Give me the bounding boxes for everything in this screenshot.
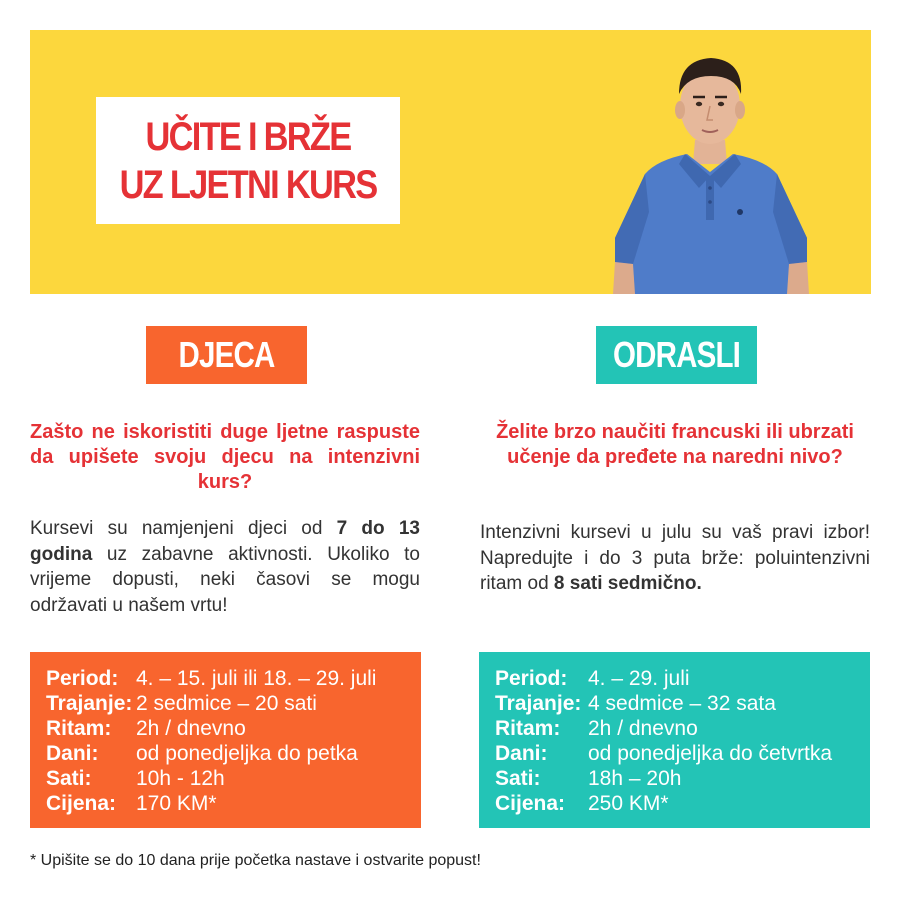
kids-description <box>30 516 420 618</box>
info-label: Period: <box>46 667 119 690</box>
info-label: Cijena: <box>46 792 117 815</box>
kids-age-range: 7 do 13 godina <box>30 518 420 565</box>
adults-info-box <box>479 652 870 828</box>
info-value: 10h - 12h <box>136 767 225 790</box>
adults-description <box>480 520 870 597</box>
discount-footnote: * Upišite se do 10 dana prije početka nastave i ostvarite popust! <box>30 852 481 869</box>
adults-section-badge <box>596 326 757 384</box>
info-label: Period: <box>495 667 568 690</box>
banner-title-box <box>96 97 400 224</box>
kids-badge-label: DJECA <box>178 334 275 375</box>
info-label: Cijena: <box>495 792 566 815</box>
info-value: 4. – 29. juli <box>588 667 690 690</box>
info-value: 2 sedmice – 20 sati <box>136 692 317 715</box>
banner-title-line1: UČITE I BRŽE <box>145 115 351 159</box>
student-photo <box>575 42 845 294</box>
info-label: Ritam: <box>46 717 112 740</box>
info-label: Trajanje: <box>46 692 133 715</box>
adults-description-text: Intenzivni kursevi u julu su vaš pravi izbor! Napredujte i do 3 puta brže: poluintenzivni ritam od <box>480 522 870 594</box>
info-label: Sati: <box>495 767 541 790</box>
adults-badge-label: ODRASLI <box>612 334 741 375</box>
info-label: Dani: <box>495 742 548 765</box>
banner-title-line2: UZ LJETNI KURS <box>119 163 377 207</box>
info-value: 250 KM* <box>588 792 669 815</box>
info-label: Ritam: <box>495 717 561 740</box>
info-label: Dani: <box>46 742 99 765</box>
info-value: 2h / dnevno <box>136 717 246 740</box>
hero-banner <box>30 30 871 294</box>
info-value: 4 sedmice – 32 sata <box>588 692 776 715</box>
info-value: 4. – 15. juli ili 18. – 29. juli <box>136 667 377 690</box>
kids-section-badge <box>146 326 307 384</box>
info-value: od ponedjeljka do četvrtka <box>588 742 832 765</box>
info-value: od ponedjeljka do petka <box>136 742 358 765</box>
kids-info-box <box>30 652 421 828</box>
adults-hours-per-week: 8 sati sedmično. <box>553 573 702 594</box>
kids-description-text: Kursevi su namjenjeni djeci od <box>30 518 337 539</box>
info-value: 2h / dnevno <box>588 717 698 740</box>
info-label: Sati: <box>46 767 92 790</box>
info-value: 170 KM* <box>136 792 217 815</box>
kids-description-text-2: uz zabavne aktivnosti. Ukoliko to vrijeme dopusti, neki časovi se mogu održavati u našem vrtu! <box>30 543 420 616</box>
kids-question: Zašto ne iskoristiti duge ljetne raspuste da upišete svoju djecu na intenzivni kurs? <box>30 421 420 493</box>
adults-question: Želite brzo naučiti francuski ili ubrzati učenje da pređete na naredni nivo? <box>496 421 854 468</box>
info-label: Trajanje: <box>495 692 582 715</box>
info-value: 18h – 20h <box>588 767 682 790</box>
